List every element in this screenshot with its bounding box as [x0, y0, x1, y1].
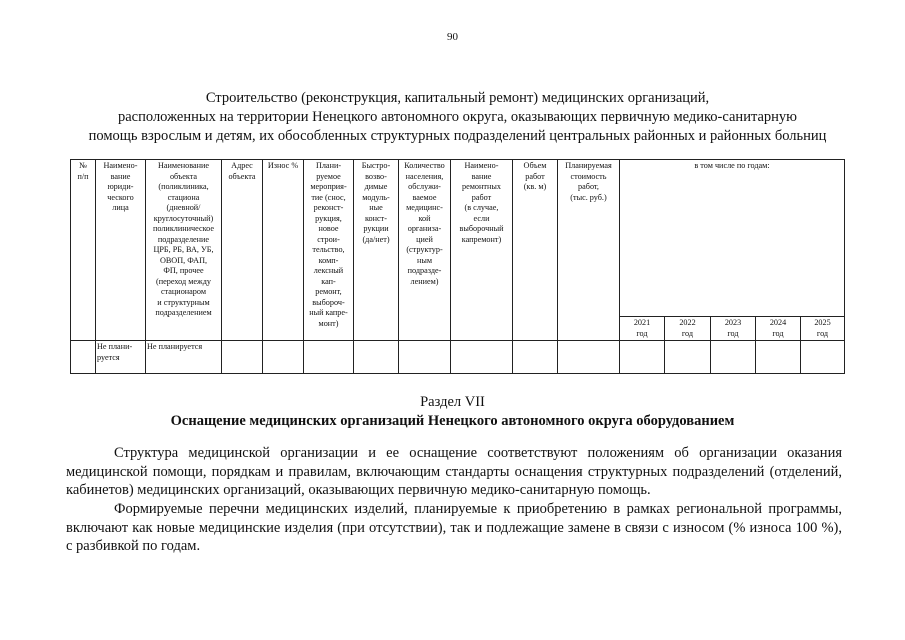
col-header-cost — [558, 160, 620, 341]
header-line: год — [816, 328, 829, 338]
header-line: объекта — [169, 171, 198, 181]
header-line: ческого — [107, 192, 134, 202]
header-line: тие (снос, — [311, 192, 346, 202]
header-line: круглосуточный) — [153, 213, 214, 223]
header-line: ЦРБ, РБ, ВА, УБ, — [153, 245, 214, 254]
table-cell — [451, 341, 513, 374]
table-cell — [558, 341, 620, 374]
header-line: ФП, прочее — [163, 266, 204, 275]
table-cell — [513, 341, 558, 374]
section-heading — [0, 393, 905, 431]
header-line: ный капре- — [309, 308, 348, 317]
table-cell — [711, 341, 756, 374]
header-line: модуль- — [362, 192, 390, 202]
header-line: обслужи- — [408, 182, 441, 191]
header-line: стоимость — [570, 171, 607, 181]
header-line: поликлиническое — [152, 224, 215, 233]
header-line: Наимено- — [103, 161, 138, 170]
header-line: Наименование — [157, 161, 209, 170]
header-line: 2024 — [769, 318, 787, 327]
header-line: димые — [364, 182, 388, 191]
header-line: (переход между — [156, 276, 211, 286]
header-line: работ — [525, 171, 545, 181]
header-line: работ — [471, 192, 492, 202]
col-header-number — [71, 160, 96, 341]
header-line: юриди- — [107, 182, 134, 191]
header-line: новое — [318, 224, 339, 233]
page-number: 90 — [447, 31, 458, 43]
paragraph — [66, 500, 842, 556]
header-line: (дневной/ — [166, 203, 201, 212]
header-line: год — [636, 328, 648, 338]
header-line: строи- — [317, 234, 340, 244]
year-header — [801, 317, 845, 341]
header-line: подразделение — [157, 234, 210, 244]
header-line: Адрес — [231, 161, 253, 170]
header-line: Наимено- — [464, 161, 499, 170]
header-line: работ, — [578, 182, 599, 191]
document-heading — [60, 89, 855, 146]
header-line: ные — [369, 203, 383, 212]
paragraph-text: Формируемые перечни медицинских изделий, планируемые к приобретению в рамках региональной программы, включают как новые медицинские изделия (при отсутствии), так и подлежащие замене в связи с износом (% износа 100 %), с разбивкой по годам. — [66, 501, 842, 554]
header-line: рукции — [363, 224, 389, 233]
header-line: выбороч- — [312, 297, 345, 307]
paragraph — [66, 444, 842, 500]
header-line: 2025 — [814, 318, 831, 327]
cell-line: руется — [97, 352, 120, 362]
header-line: подразделением — [155, 308, 212, 317]
header-line: п/п — [77, 171, 89, 181]
heading-line: расположенных на территории Ненецкого автономного округа, оказывающих первичную медико-санитарную — [118, 109, 797, 125]
header-line: если — [473, 213, 490, 223]
header-line: (кв. м) — [523, 182, 547, 191]
header-line: кап- — [321, 276, 336, 286]
header-line: вание — [110, 171, 131, 181]
header-line: Количество — [404, 161, 445, 170]
table-cell — [354, 341, 399, 374]
table-cell — [399, 341, 451, 374]
header-line: (в случае, — [464, 203, 499, 212]
header-line: подразде- — [407, 266, 442, 275]
header-line: Объем — [523, 161, 547, 170]
year-header — [665, 317, 711, 341]
table-cell — [263, 341, 304, 374]
table-cell — [801, 341, 845, 374]
header-line: тельство, — [312, 245, 345, 254]
header-line: и структурным — [157, 297, 210, 307]
section-title: Оснащение медицинских организаций Ненецкого автономного округа оборудованием — [170, 413, 735, 429]
header-line: (структур- — [406, 245, 443, 254]
header-line: лением) — [410, 276, 439, 286]
heading-line: помощь взрослым и детям, их обособленных структурных подразделений центральных районных и районных больниц — [88, 128, 827, 144]
table-cell — [304, 341, 354, 374]
header-line: кой — [418, 213, 431, 223]
col-header-volume — [513, 160, 558, 341]
col-header-population — [399, 160, 451, 341]
header-line: капремонт) — [461, 234, 502, 244]
header-line: ремонт, — [315, 287, 342, 296]
col-header-entity — [96, 160, 146, 341]
header-line: организа- — [407, 224, 442, 233]
table-cell — [620, 341, 665, 374]
header-line: год — [772, 328, 784, 338]
header-line: мероприя- — [310, 182, 347, 191]
heading-line: Строительство (реконструкция, капитальный ремонт) медицинских организаций, — [205, 90, 710, 106]
header-line: ОВОП, ФАП, — [159, 255, 208, 265]
header-line: вание — [471, 171, 492, 181]
header-line: ваемое — [412, 192, 437, 202]
col-header-address — [222, 160, 263, 341]
header-line: реконст- — [313, 203, 344, 212]
header-line: объекта — [228, 171, 256, 181]
header-line: (да/нет) — [362, 234, 390, 244]
year-header — [756, 317, 801, 341]
header-line: ным — [416, 255, 433, 265]
col-header-repair-works — [451, 160, 513, 341]
header-line: стациона — [167, 192, 200, 202]
header-line: № — [79, 161, 87, 170]
row-object-cell: Не планируется — [146, 341, 222, 374]
header-line: (поликлиника, — [158, 182, 209, 191]
col-header-modular — [354, 160, 399, 341]
header-line: Плани- — [315, 161, 342, 170]
col-header-measure — [304, 160, 354, 341]
col-header-object — [146, 160, 222, 341]
header-line: год — [727, 328, 739, 338]
header-line: стационаром — [160, 287, 207, 296]
header-line: 2021 — [633, 318, 651, 327]
header-line: Планируемая — [565, 161, 612, 170]
header-line: ремонтных — [462, 182, 501, 191]
header-line: конст- — [365, 213, 387, 223]
year-header — [620, 317, 665, 341]
header-line: цией — [416, 234, 433, 244]
header-line: руемое — [316, 171, 341, 181]
cell-line: Не плани- — [97, 342, 133, 351]
header-line: медицинс- — [406, 203, 443, 212]
header-line: год — [681, 328, 694, 338]
header-line: выборочный — [459, 224, 504, 233]
header-line: (тыс. руб.) — [570, 192, 607, 202]
table-cell — [222, 341, 263, 374]
table-cell — [756, 341, 801, 374]
header-line: возво- — [365, 171, 387, 181]
header-line: рукция, — [315, 213, 342, 223]
header-line: монт) — [318, 318, 339, 328]
section-label: Раздел VII — [420, 394, 485, 410]
header-line: лексный — [313, 266, 344, 275]
year-header — [711, 317, 756, 341]
row-entity-cell — [96, 341, 146, 374]
construction-table — [70, 159, 845, 374]
col-header-wear — [263, 160, 304, 341]
header-line: 2023 — [724, 318, 742, 327]
paragraph-text: Структура медицинской организации и ее оснащение соответствуют положениям об организации оказания медицинской помощи, порядкам и правилам, включающим стандарты оснащения структурных подразделений (отделений, кабинетов) медицинских организаций, оказывающих первичную медико-санитарную помощь. — [66, 445, 842, 498]
header-line: населения, — [405, 171, 444, 181]
header-line: Износ % — [267, 161, 299, 170]
header-line: комп- — [318, 255, 339, 265]
table-cell — [665, 341, 711, 374]
header-line: лица — [112, 203, 129, 212]
header-line: Быстро- — [361, 161, 391, 170]
table-cell — [71, 341, 96, 374]
years-group-header: в том числе по годам: — [620, 160, 845, 317]
header-line: 2022 — [679, 318, 696, 327]
